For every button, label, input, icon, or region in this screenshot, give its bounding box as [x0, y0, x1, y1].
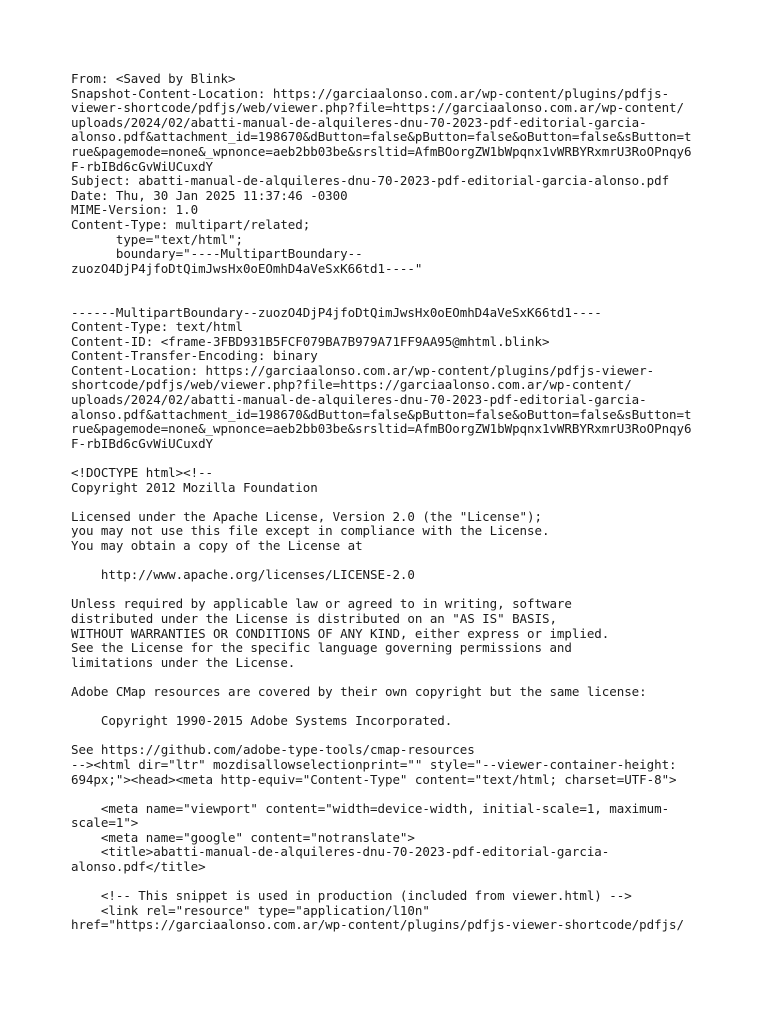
text-line: <title>abatti-manual-de-alquileres-dnu-70-2023-pdf-editorial-garcia- [71, 844, 610, 860]
text-line: Content-Transfer-Encoding: binary [71, 348, 318, 364]
text-line [71, 291, 711, 306]
text-line [71, 670, 711, 685]
text-line: type="text/html"; [71, 231, 243, 247]
text-line: You may obtain a copy of the License at [71, 538, 363, 553]
text-line [71, 554, 711, 569]
text-line: distributed under the License is distributed on an "AS IS" BASIS, [71, 610, 557, 626]
text-line: <!DOCTYPE html><!-- [71, 465, 214, 481]
text-line: Content-Type: multipart/related; [71, 216, 311, 232]
text-line: Copyright 2012 Mozilla Foundation [71, 479, 318, 495]
text-line: See https://github.com/adobe-type-tools/cmap-resources [71, 742, 475, 758]
text-line: alonso.pdf&attachment_id=198670&dButton=false&pButton=false&oButton=false&sButton=t [71, 406, 692, 422]
text-line: Content-ID: <frame-3FBD931B5FCF079BA7B979A71FF9AA95@mhtml.blink> [71, 333, 550, 349]
text-line [71, 700, 711, 715]
text-line: <meta name="viewport" content="width=device-width, initial-scale=1, maximum- [71, 800, 670, 816]
text-line [71, 875, 711, 890]
document-page [71, 72, 711, 933]
text-line: limitations under the License. [71, 654, 296, 670]
text-line [71, 583, 711, 598]
text-line: rue&pagemode=none&_wpnonce=aeb2bb03be&srsltid=AfmBOorgZW1bWpqnx1vWRBYRxmrU3RoOPnqy6 [71, 143, 692, 159]
text-line [71, 729, 711, 744]
text-line: Date: Thu, 30 Jan 2025 11:37:46 -0300 [71, 187, 348, 203]
text-line: F-rbIBd6cGvWiUCuxdY [71, 435, 214, 451]
text-line: Content-Type: text/html [71, 319, 243, 335]
text-line [71, 451, 711, 466]
text-line: <link rel="resource" type="application/l10n" [71, 902, 430, 918]
text-line: ------MultipartBoundary--zuozO4DjP4jfoDtQimJwsHx0oEOmhD4aVeSxK66td1---- [71, 304, 602, 320]
text-line: <!-- This snippet is used in production (included from viewer.html) --> [71, 888, 632, 904]
text-line [71, 787, 711, 802]
text-line: you may not use this file except in compliance with the License. [71, 523, 550, 539]
text-line: boundary="----MultipartBoundary-- [71, 246, 363, 262]
text-line: Subject: abatti-manual-de-alquileres-dnu-70-2023-pdf-editorial-garcia-alonso.pdf [71, 173, 670, 189]
text-line: viewer-shortcode/pdfjs/web/viewer.php?file=https://garciaalonso.com.ar/wp-content/ [71, 100, 685, 116]
text-line: Unless required by applicable law or agreed to in writing, software [71, 596, 572, 612]
text-line: alonso.pdf&attachment_id=198670&dButton=false&pButton=false&oButton=false&sButton=t [71, 129, 692, 145]
text-line: Licensed under the Apache License, Version 2.0 (the "License"); [71, 508, 542, 524]
text-line: uploads/2024/02/abatti-manual-de-alquileres-dnu-70-2023-pdf-editorial-garcia- [71, 392, 647, 408]
text-line: See the License for the specific language governing permissions and [71, 640, 572, 656]
text-line: --><html dir="ltr" mozdisallowselectionprint="" style="--viewer-container-height: [71, 756, 677, 772]
text-line: href="https://garciaalonso.com.ar/wp-content/plugins/pdfjs-viewer-shortcode/pdfjs/ [71, 917, 685, 933]
text-line: shortcode/pdfjs/web/viewer.php?file=https://garciaalonso.com.ar/wp-content/ [71, 377, 632, 393]
text-line [71, 495, 711, 510]
text-line: <meta name="google" content="notranslate"> [71, 829, 415, 845]
text-line: 694px;"><head><meta http-equiv="Content-Type" content="text/html; charset=UTF-8"> [71, 771, 677, 787]
text-line: rue&pagemode=none&_wpnonce=aeb2bb03be&srsltid=AfmBOorgZW1bWpqnx1vWRBYRxmrU3RoOPnqy6 [71, 421, 692, 437]
text-line: zuozO4DjP4jfoDtQimJwsHx0oEOmhD4aVeSxK66td1----" [71, 260, 423, 276]
text-line: Copyright 1990-2015 Adobe Systems Incorporated. [71, 713, 453, 729]
text-line: alonso.pdf</title> [71, 859, 206, 875]
text-line: uploads/2024/02/abatti-manual-de-alquileres-dnu-70-2023-pdf-editorial-garcia- [71, 114, 647, 130]
text-line: F-rbIBd6cGvWiUCuxdY [71, 158, 214, 174]
text-line: Content-Location: https://garciaalonso.com.ar/wp-content/plugins/pdfjs-viewer- [71, 362, 655, 378]
text-line: scale=1"> [71, 815, 139, 831]
text-line: MIME-Version: 1.0 [71, 202, 199, 218]
text-line: http://www.apache.org/licenses/LICENSE-2.0 [71, 567, 415, 583]
text-line: From: <Saved by Blink> [71, 71, 236, 86]
text-line [71, 276, 711, 291]
text-line: Snapshot-Content-Location: https://garciaalonso.com.ar/wp-content/plugins/pdfjs- [71, 85, 670, 101]
text-line: WITHOUT WARRANTIES OR CONDITIONS OF ANY KIND, either express or implied. [71, 625, 610, 641]
text-line: Adobe CMap resources are covered by their own copyright but the same license: [71, 683, 647, 699]
